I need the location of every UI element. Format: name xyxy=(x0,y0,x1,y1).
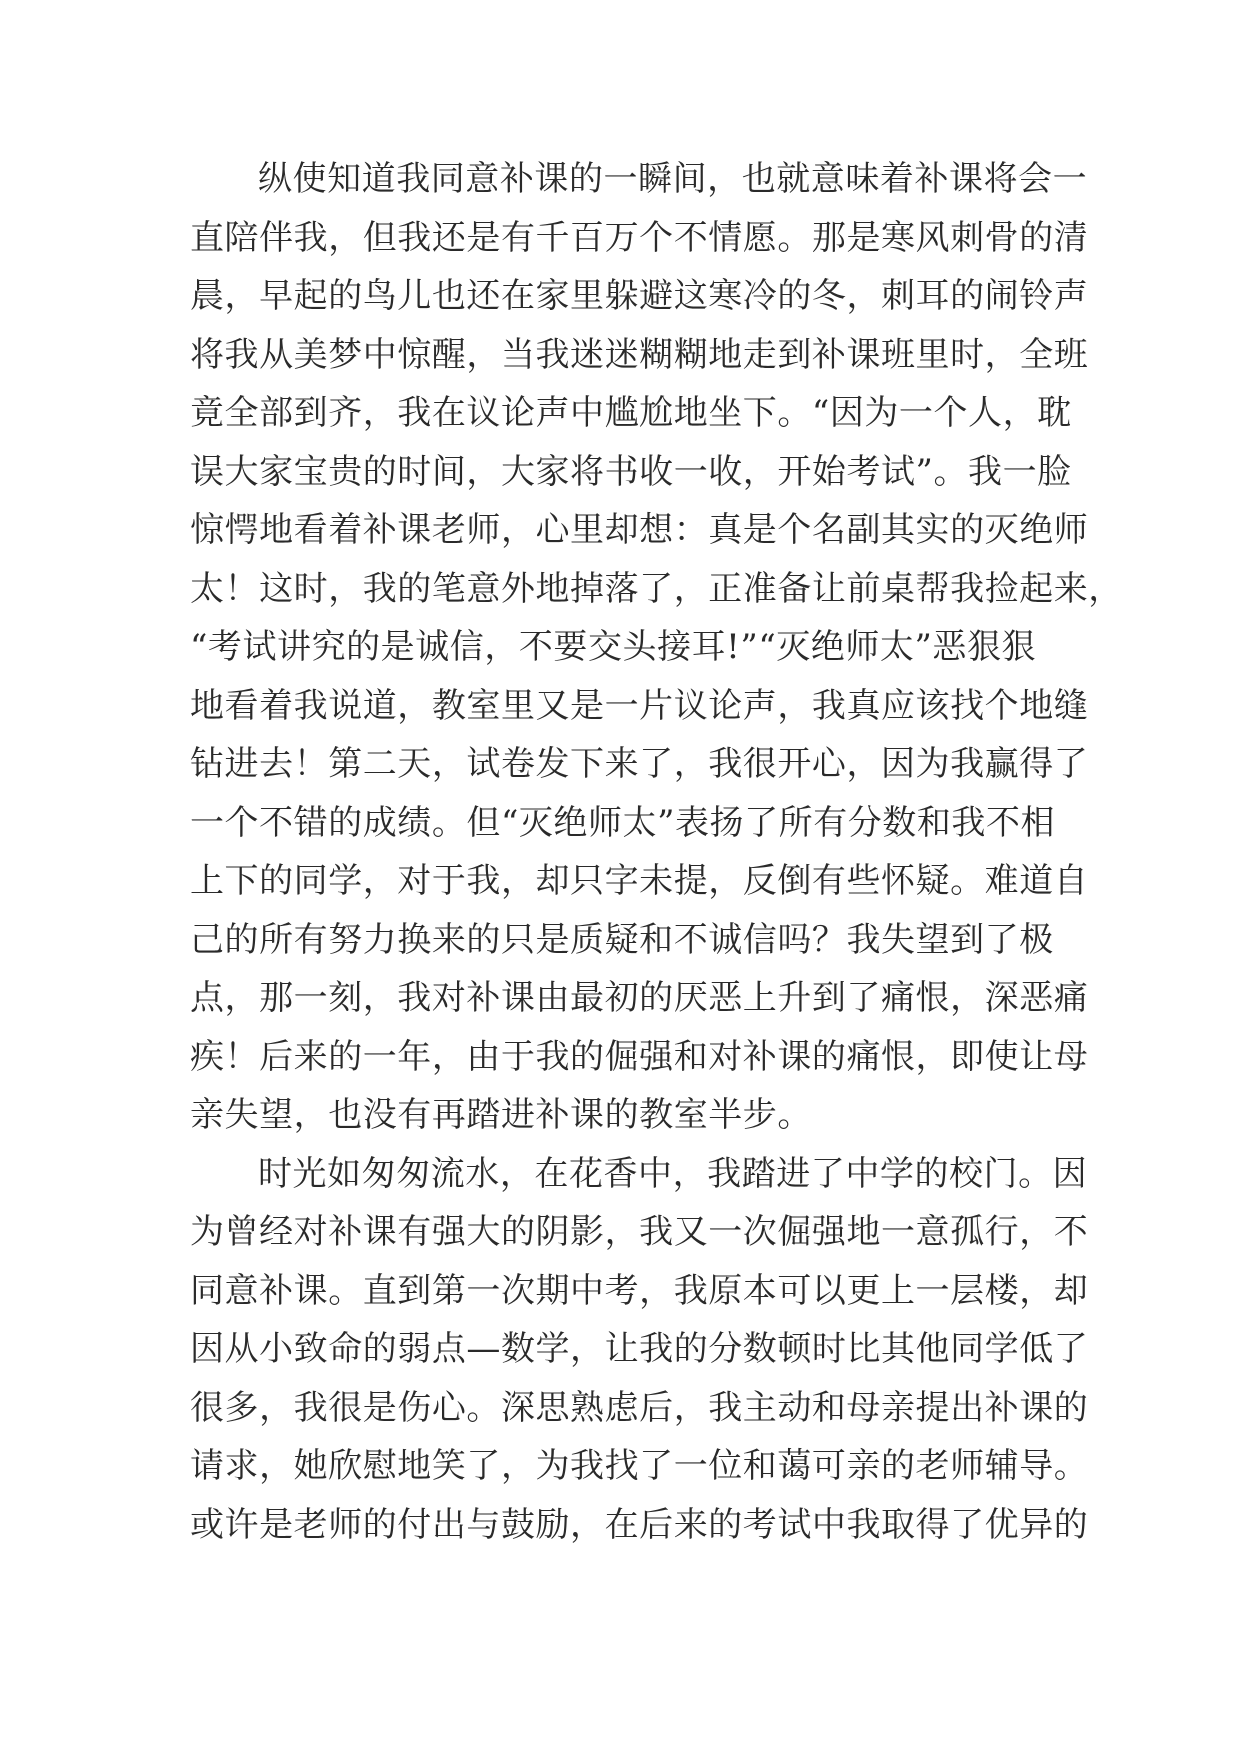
essay-body xyxy=(190,150,1123,1554)
paragraph-line: 晨，早起的鸟儿也还在家里躲避这寒冷的冬，刺耳的闹铃声 xyxy=(190,276,1089,316)
paragraph-line: 亲失望，也没有再踏进补课的教室半步。 xyxy=(190,1095,812,1135)
paragraph-line: 地看着我说道，教室里又是一片议论声，我真应该找个地缝 xyxy=(190,685,1089,726)
paragraph-line: 惊愕地看着补课老师，心里却想：真是个名副其实的灭绝师 xyxy=(190,510,1089,550)
paragraph-line: 很多，我很是伤心。深思熟虑后，我主动和母亲提出补课的 xyxy=(190,1387,1089,1428)
paragraph-line: 因从小致命的弱点—数学，让我的分数顿时比其他同学低了 xyxy=(190,1329,1089,1369)
paragraph-line: 竟全部到齐，我在议论声中尴尬地坐下。“因为一个人，耽 xyxy=(190,393,1072,433)
paragraph-line: 己的所有努力换来的只是质疑和不诚信吗？我失望到了极 xyxy=(190,919,1054,960)
paragraph-line: 同意补课。直到第一次期中考，我原本可以更上一层楼，却 xyxy=(190,1270,1089,1311)
paragraph-line: 直陪伴我，但我还是有千百万个不情愿。那是寒风刺骨的清 xyxy=(190,217,1089,258)
paragraph-line: 一个不错的成绩。但“灭绝师太”表扬了所有分数和我不相 xyxy=(190,802,1056,843)
paragraph-line: 太！这时，我的笔意外地掉落了，正准备让前桌帮我捡起来， xyxy=(190,568,1123,609)
paragraph-line: 上下的同学，对于我，却只字未提，反倒有些怀疑。难道自 xyxy=(190,861,1089,901)
paragraph-line: 纵使知道我同意补课的一瞬间，也就意味着补课将会一 xyxy=(258,159,1088,199)
paragraph-line: 钻进去！第二天，试卷发下来了，我很开心，因为我赢得了 xyxy=(190,744,1089,784)
paragraph-line: 时光如匆匆流水，在花香中，我踏进了中学的校门。因 xyxy=(258,1153,1088,1194)
paragraph-line: 请求，她欣慰地笑了，为我找了一位和蔼可亲的老师辅导。 xyxy=(190,1446,1089,1486)
paragraph-line: 点，那一刻，我对补课由最初的厌恶上升到了痛恨，深恶痛 xyxy=(190,978,1089,1018)
paragraph-line: 为曾经对补课有强大的阴影，我又一次倔强地一意孤行，不 xyxy=(190,1212,1089,1252)
paragraph-line: “考试讲究的是诚信，不要交头接耳!”“灭绝师太”恶狠狠 xyxy=(190,627,1037,667)
paragraph-line: 或许是老师的付出与鼓励，在后来的考试中我取得了优异的 xyxy=(190,1504,1089,1545)
paragraph-line: 疾！后来的一年，由于我的倔强和对补课的痛恨，即使让母 xyxy=(190,1036,1089,1077)
paragraph-line: 将我从美梦中惊醒，当我迷迷糊糊地走到补课班里时，全班 xyxy=(190,334,1089,375)
paragraph-line: 误大家宝贵的时间，大家将书收一收，开始考试”。我一脸 xyxy=(190,451,1072,492)
